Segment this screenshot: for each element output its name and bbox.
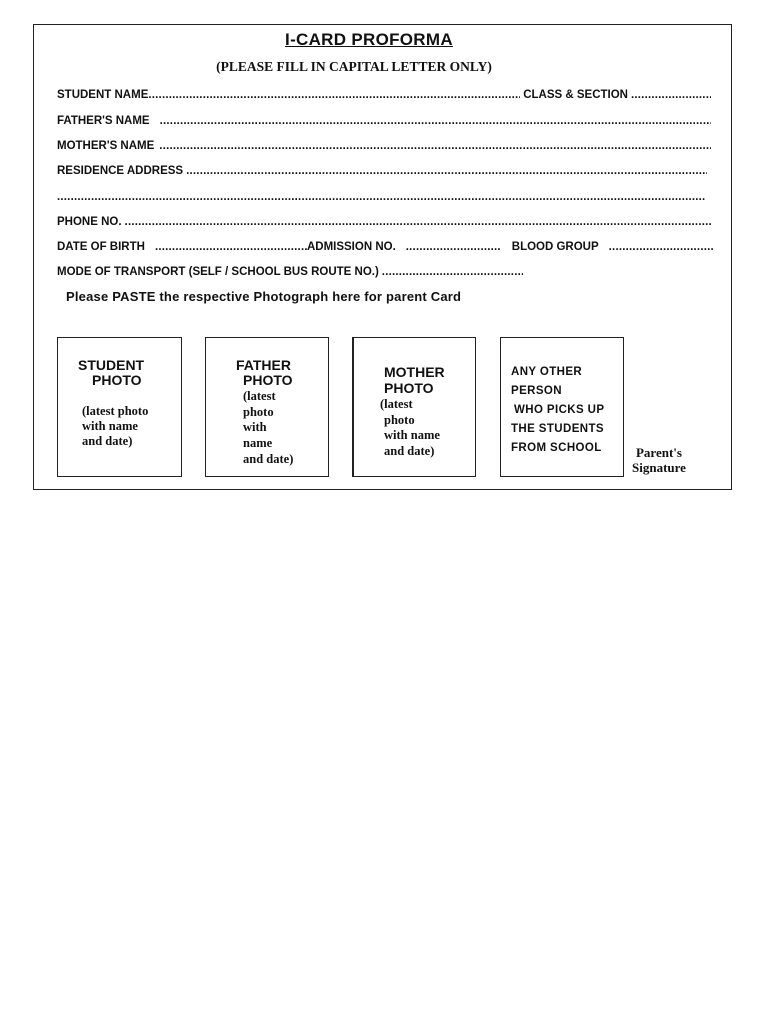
- phone-no-label: PHONE NO.: [57, 216, 122, 228]
- other-person-line-2: PERSON: [511, 385, 562, 397]
- father-photo-note-3: with: [243, 420, 267, 434]
- residence-address-line-2-row: [57, 191, 708, 207]
- father-photo-note-2: photo: [243, 405, 274, 419]
- mother-photo-note-1: (latest: [380, 397, 413, 411]
- date-of-birth-label: DATE OF BIRTH: [57, 241, 145, 253]
- parents-signature: [632, 445, 686, 475]
- fathers-name-row: [57, 115, 714, 131]
- mothers-name-field[interactable]: [159, 140, 711, 152]
- mode-of-transport-label: MODE OF TRANSPORT (SELF / SCHOOL BUS ROUTE NO.): [57, 266, 379, 278]
- mode-of-transport-row: [57, 266, 714, 282]
- mother-photo-heading-2: PHOTO: [384, 380, 434, 396]
- residence-address-line-2-field[interactable]: [57, 191, 705, 203]
- mother-photo-note-4: and date): [384, 444, 435, 458]
- signature-line-1: Parent's: [635, 445, 682, 460]
- other-person-text: [511, 363, 604, 458]
- class-section-field[interactable]: [631, 89, 711, 101]
- student-name-label: STUDENT NAME: [57, 89, 149, 101]
- student-photo-heading: STUDENT: [78, 357, 145, 373]
- father-photo-heading-2: PHOTO: [243, 372, 293, 388]
- mothers-name-label: MOTHER'S NAME: [57, 140, 155, 152]
- form-subtitle: (PLEASE FILL IN CAPITAL LETTER ONLY): [216, 59, 492, 74]
- other-person-line-4: THE STUDENTS: [511, 423, 604, 435]
- dob-admission-blood-row: [57, 241, 714, 257]
- student-photo-heading-2: PHOTO: [92, 372, 142, 388]
- blood-group-label: BLOOD GROUP: [511, 241, 599, 253]
- student-name-field[interactable]: [148, 89, 520, 101]
- mother-photo-note-3: with name: [384, 428, 440, 442]
- father-photo-note-4: name: [243, 436, 273, 450]
- student-photo-note-2: with name: [82, 419, 138, 433]
- residence-address-label: RESIDENCE ADDRESS: [57, 165, 184, 177]
- mother-photo-heading: MOTHER: [384, 364, 445, 380]
- father-photo-note-1: (latest: [243, 389, 276, 403]
- blood-group-field[interactable]: [609, 241, 714, 253]
- phone-no-field[interactable]: [125, 216, 711, 228]
- father-photo-heading: FATHER: [236, 357, 291, 373]
- form-title: I-CARD PROFORMA: [285, 30, 453, 49]
- mothers-name-row: [57, 140, 714, 156]
- other-person-line-1: ANY OTHER: [511, 366, 583, 378]
- class-section-label: CLASS & SECTION: [523, 89, 628, 101]
- signature-line-2: Signature: [632, 460, 686, 475]
- father-photo-note-5: and date): [243, 452, 294, 466]
- paste-photo-note: Please PASTE the respective Photograph here for parent Card: [66, 289, 462, 304]
- mode-of-transport-field[interactable]: [382, 266, 523, 278]
- student-photo-note-3: and date): [82, 434, 133, 448]
- other-person-line-5: FROM SCHOOL: [511, 442, 602, 454]
- other-person-line-3: WHO PICKS UP: [514, 404, 605, 416]
- mother-photo-note-2: photo: [384, 413, 415, 427]
- admission-no-field[interactable]: [406, 241, 500, 253]
- phone-row: [57, 216, 714, 232]
- admission-no-label: ADMISSION NO.: [306, 241, 396, 253]
- student-photo-note-1: (latest photo: [82, 404, 149, 418]
- residence-address-field[interactable]: [186, 165, 707, 177]
- date-of-birth-field[interactable]: [155, 241, 307, 253]
- student-name-row: [57, 89, 714, 105]
- residence-address-row: [57, 165, 710, 181]
- fathers-name-field[interactable]: [160, 115, 711, 127]
- fathers-name-label: FATHER'S NAME: [57, 115, 150, 127]
